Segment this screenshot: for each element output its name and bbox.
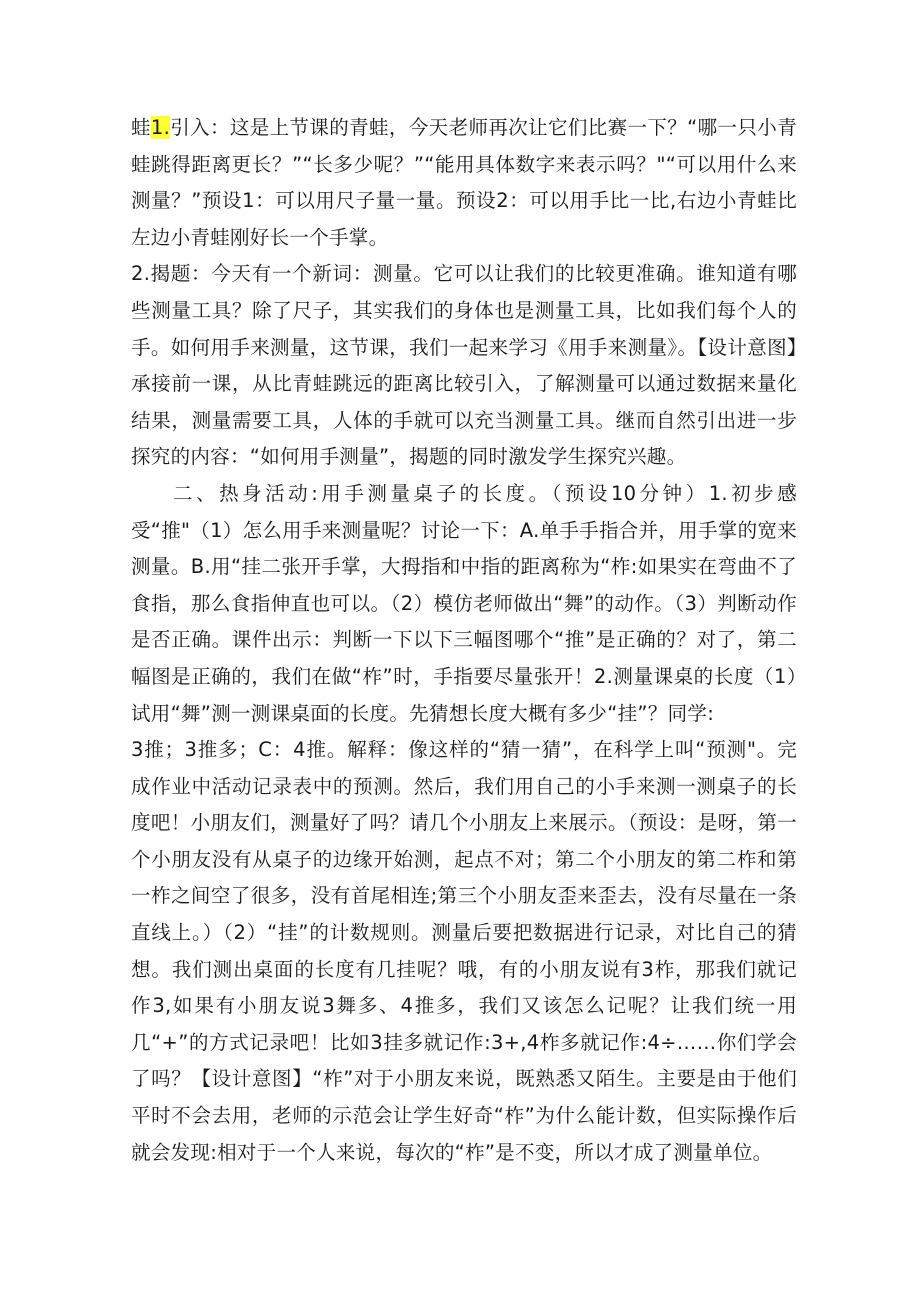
paragraph-topic: 2.揭题：今天有一个新词：测量。它可以让我们的比较更准确。谁知道有哪些测量工具？除了尺子，其实我们的身体也是测量工具，比如我们每个人的手。如何用手来测量，这节课，我们一起来学习《用手来测量》。【设计意图】承接前一课，从比青蛙跳远的距离比较引入，了解测量可以通过数据来量化结果，测量需要工具，人体的手就可以充当测量工具。继而自然引出进一步探究的内容：“如何用手测量”，揭题的同时激发学生探究兴趣。 [131, 262, 797, 469]
paragraph-intro-text: 引入：这是上节课的青蛙，今天老师再次让它们比赛一下？“哪一只小青蛙跳得距离更长？”“长多少呢？”“能用具体数字来表示吗？"“可以用什么来测量？”预设1：可以用尺子量一量。预设2：可以用手比一比,右边小青蛙比左边小青蛙刚好长一个手掌。 [131, 116, 797, 249]
document-body [131, 110, 797, 1171]
paragraph-warmup: 二、热身活动:用手测量桌子的长度。（预设10分钟）1.初步感受“推"（1）怎么用手来测量呢？讨论一下：A.单手手指合并，用手掌的宽来测量。B.用“挂二张开手掌，大拇指和中指的距离称为“柞:如果实在弯曲不了食指，那么食指伸直也可以。（2）模仿老师做出“舞”的动作。（3）判断动作是否正确。课件出示：判断一下以下三幅图哪个“推”是正确的？对了，第二幅图是正确的，我们在做“柞”时，手指要尽量张开！2.测量课桌的长度（1）试用“舞”测一测课桌面的长度。先猜想长度大概有多少“挂”？同学: [131, 481, 797, 725]
paragraph-intro-prefix: 蛙 [131, 116, 151, 139]
highlighted-list-marker: 1. [150, 116, 171, 139]
paragraph-intro [131, 110, 797, 256]
paragraph-prediction: 3推；3推多；C：4推。解释：像这样的“猜一猜”，在科学上叫“预测"。完成作业中活动记录表中的预测。然后，我们用自己的小手来测一测桌子的长度吧！小朋友们，测量好了吗？请几个小朋友上来展示。（预设：是呀，第一个小朋友没有从桌子的边缘开始测，起点不对；第二个小朋友的第二柞和第一柞之间空了很多，没有首尾相连;第三个小朋友歪来歪去，没有尽量在一条直线上。）（2）“挂”的计数规则。测量后要把数据进行记录，对比自己的猜想。我们测出桌面的长度有几挂呢？哦，有的小朋友说有3柞，那我们就记作3,如果有小朋友说3舞多、4推多，我们又该怎么记呢？让我们统一用几“+”的方式记录吧！比如3挂多就记作:3+,4柞多就记作:4÷……你们学会了吗？【设计意图】“柞”对于小朋友来说，既熟悉又陌生。主要是由于他们平时不会去用，老师的示范会让学生好奇“柞”为什么能计数，但实际操作后就会发现:相对于一个人来说，每次的“柞”是不变，所以才成了测量单位。 [131, 738, 797, 1164]
